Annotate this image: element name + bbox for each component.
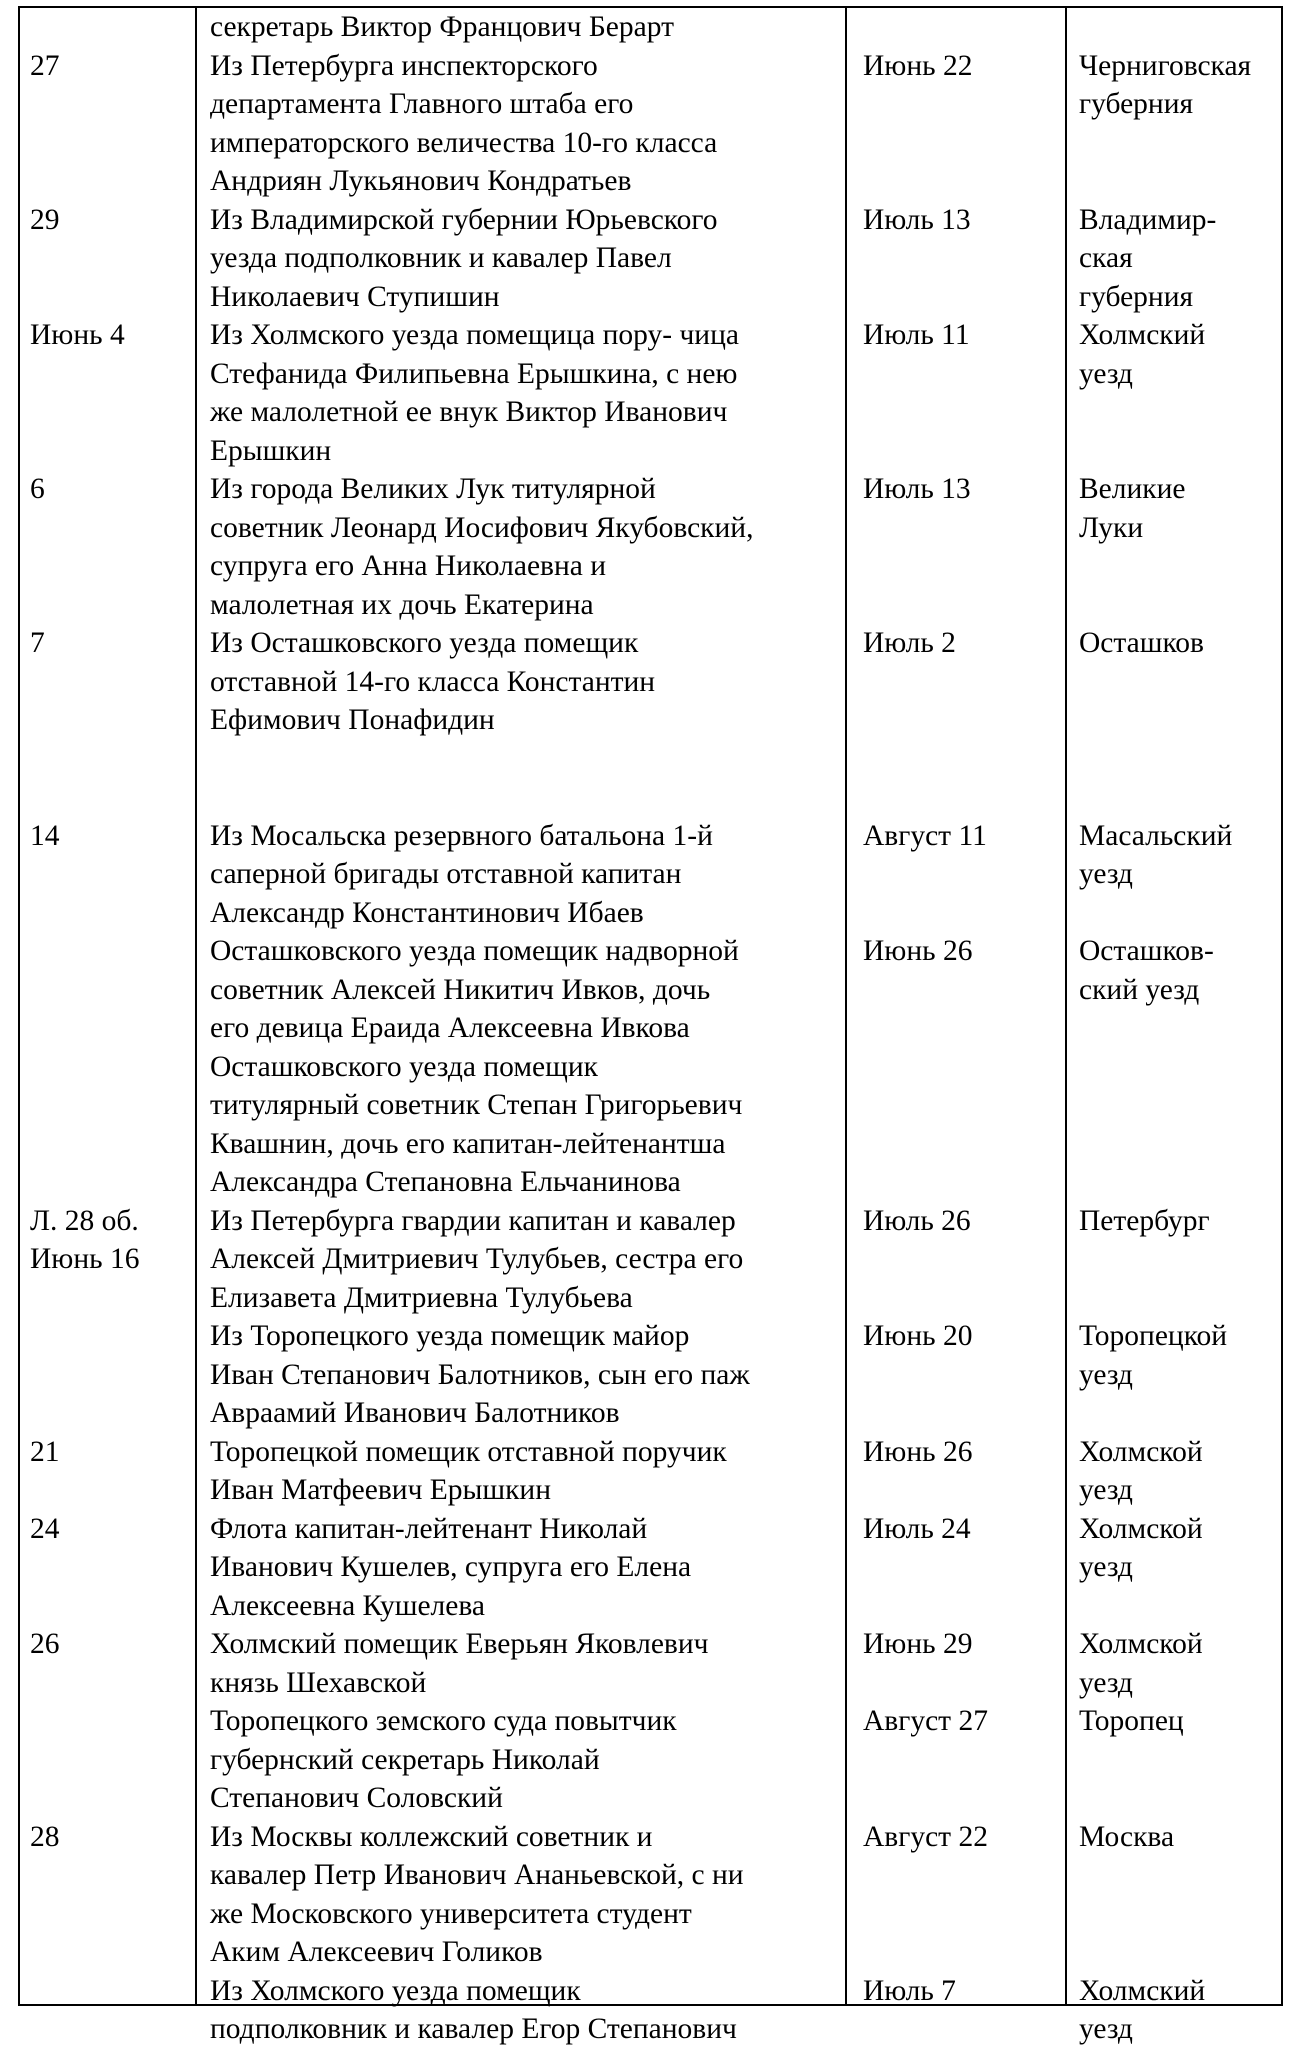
row-place: Торопецкой уезд xyxy=(1079,1320,1228,1391)
row-place: Холмский уезд xyxy=(1079,1974,1206,2045)
row-arrival-date: Август 27 xyxy=(863,1705,988,1737)
document-table xyxy=(18,6,1283,2045)
row-date: Июнь 4 xyxy=(30,319,125,351)
row-place: Холмской уезд xyxy=(1079,1512,1203,1583)
row-place: Владимир- ская губерния xyxy=(1079,203,1217,313)
row-place: Москва xyxy=(1079,1820,1175,1853)
table-row xyxy=(20,1625,1281,1702)
row-place: Петербург xyxy=(1079,1204,1210,1237)
row-arrival-date: Июль 13 xyxy=(863,203,971,236)
row-date: 27 xyxy=(30,49,60,82)
row-arrival-date: Июнь 26 xyxy=(863,1435,973,1468)
row-text: Из Мосальска резервного батальона 1-й саперной бригады отставной капитан Александр Константинович Ибаев xyxy=(210,819,713,929)
table-row xyxy=(20,316,1281,470)
table-row xyxy=(20,1433,1281,1510)
row-arrival-date: Июль 26 xyxy=(863,1204,971,1237)
row-text: Холмский помещик Еверьян Яковлевич князь Шехавской xyxy=(210,1628,709,1699)
row-text: Из Холмского уезда помещица пору- чица Стефанида Филипьевна Ерышкина, с нею же малолетной ее внук Виктор Иванович Ерышкин xyxy=(210,319,739,467)
row-arrival-date: Июль 13 xyxy=(863,473,971,505)
row-place: Масальский уезд xyxy=(1079,819,1233,890)
table-row xyxy=(20,624,1281,817)
row-place: Холмский уезд xyxy=(1079,319,1206,390)
row-text: Осташковского уезда помещик надворной советник Алексей Никитич Ивков, дочь его девица Ераида Алексеевна Ивкова Осташковского уезда помещик титулярный советник Степан Григорьевич Квашнин, дочь его капитан-лейтенантша Александра Степановна Ельчанинова xyxy=(210,935,743,1198)
row-arrival-date: Август 11 xyxy=(863,819,987,852)
row-date: 28 xyxy=(30,1820,60,1853)
row-text: Из Холмского уезда помещик подполковник и кавалер Егор Степанович xyxy=(210,1974,737,2045)
row-text: Из Осташковского уезда помещик отставной 14-го класса Константин Ефимович Понафидин xyxy=(210,627,656,736)
row-date: 21 xyxy=(30,1435,60,1468)
table-row xyxy=(20,47,1281,201)
row-place: Осташков- ский уезд xyxy=(1079,935,1214,1006)
row-arrival-date: Август 22 xyxy=(863,1820,988,1853)
table-rows xyxy=(20,8,1281,2049)
row-text: Флота капитан-лейтенант Николай Иванович Кушелев, супруга его Елена Алексеевна Кушелева xyxy=(210,1512,692,1622)
row-arrival-date: Июнь 26 xyxy=(863,935,973,967)
table-row xyxy=(20,470,1281,624)
row-place: Холмской уезд xyxy=(1079,1628,1203,1699)
row-arrival-date: Июль 11 xyxy=(863,319,970,351)
row-date: 29 xyxy=(30,203,60,236)
row-text: Из Москвы коллежский советник и кавалер Петр Иванович Ананьевской, с ни же Московского университета студент Аким Алексеевич Голиков xyxy=(210,1820,744,1968)
table-row xyxy=(20,1818,1281,1972)
row-arrival-date: Июнь 20 xyxy=(863,1320,973,1352)
table-row xyxy=(20,1317,1281,1433)
row-place: Торопец xyxy=(1079,1705,1184,1737)
row-date: 24 xyxy=(30,1512,60,1545)
row-text: Из Петербурга инспекторского департамента Главного штаба его императорского величества 10-го класса Андриян Лукьянович Кондратьев xyxy=(210,49,718,197)
row-text: Из города Великих Лук титулярной советник Леонард Иосифович Якубовский, супруга его Анна Николаевна и малолетная их дочь Екатерина xyxy=(210,473,754,621)
row-place: Осташков xyxy=(1079,627,1204,659)
row-text: Из Торопецкого уезда помещик майор Иван Степанович Балотников, сын его паж Авраамий Иванович Балотников xyxy=(210,1320,750,1429)
row-date: 6 xyxy=(30,473,45,505)
row-arrival-date: Июнь 29 xyxy=(863,1628,973,1660)
table-row xyxy=(20,8,1281,47)
table-row xyxy=(20,1702,1281,1818)
row-date: Л. 28 об. Июнь 16 xyxy=(30,1204,140,1275)
row-text: Из Владимирской губернии Юрьевского уезда подполковник и кавалер Павел Николаевич Ступишин xyxy=(210,203,718,313)
row-text: Из Петербурга гвардии капитан и кавалер Алексей Дмитриевич Тулубьев, сестра его Елизавета Дмитриевна Тулубьева xyxy=(210,1204,744,1314)
row-place: Великие Луки xyxy=(1079,473,1186,544)
row-place: Черниговская губерния xyxy=(1079,49,1252,120)
table-row xyxy=(20,817,1281,933)
table-row xyxy=(20,1972,1281,2049)
table-row xyxy=(20,1202,1281,1318)
row-date: 14 xyxy=(30,819,60,852)
row-date: 7 xyxy=(30,627,45,659)
table-row xyxy=(20,201,1281,317)
row-text: секретарь Виктор Францович Берарт xyxy=(210,11,674,43)
table-row xyxy=(20,1510,1281,1626)
row-place: Холмской уезд xyxy=(1079,1435,1203,1506)
row-arrival-date: Июль 7 xyxy=(863,1974,956,2007)
row-arrival-date: Июль 2 xyxy=(863,627,956,659)
row-arrival-date: Июль 24 xyxy=(863,1512,971,1545)
row-arrival-date: Июнь 22 xyxy=(863,49,973,82)
row-text: Торопецкого земского суда повытчик губернский секретарь Николай Степанович Соловский xyxy=(210,1705,677,1814)
row-date: 26 xyxy=(30,1628,60,1660)
row-text: Торопецкой помещик отставной поручик Иван Матфеевич Ерышкин xyxy=(210,1435,727,1506)
table-row xyxy=(20,932,1281,1202)
